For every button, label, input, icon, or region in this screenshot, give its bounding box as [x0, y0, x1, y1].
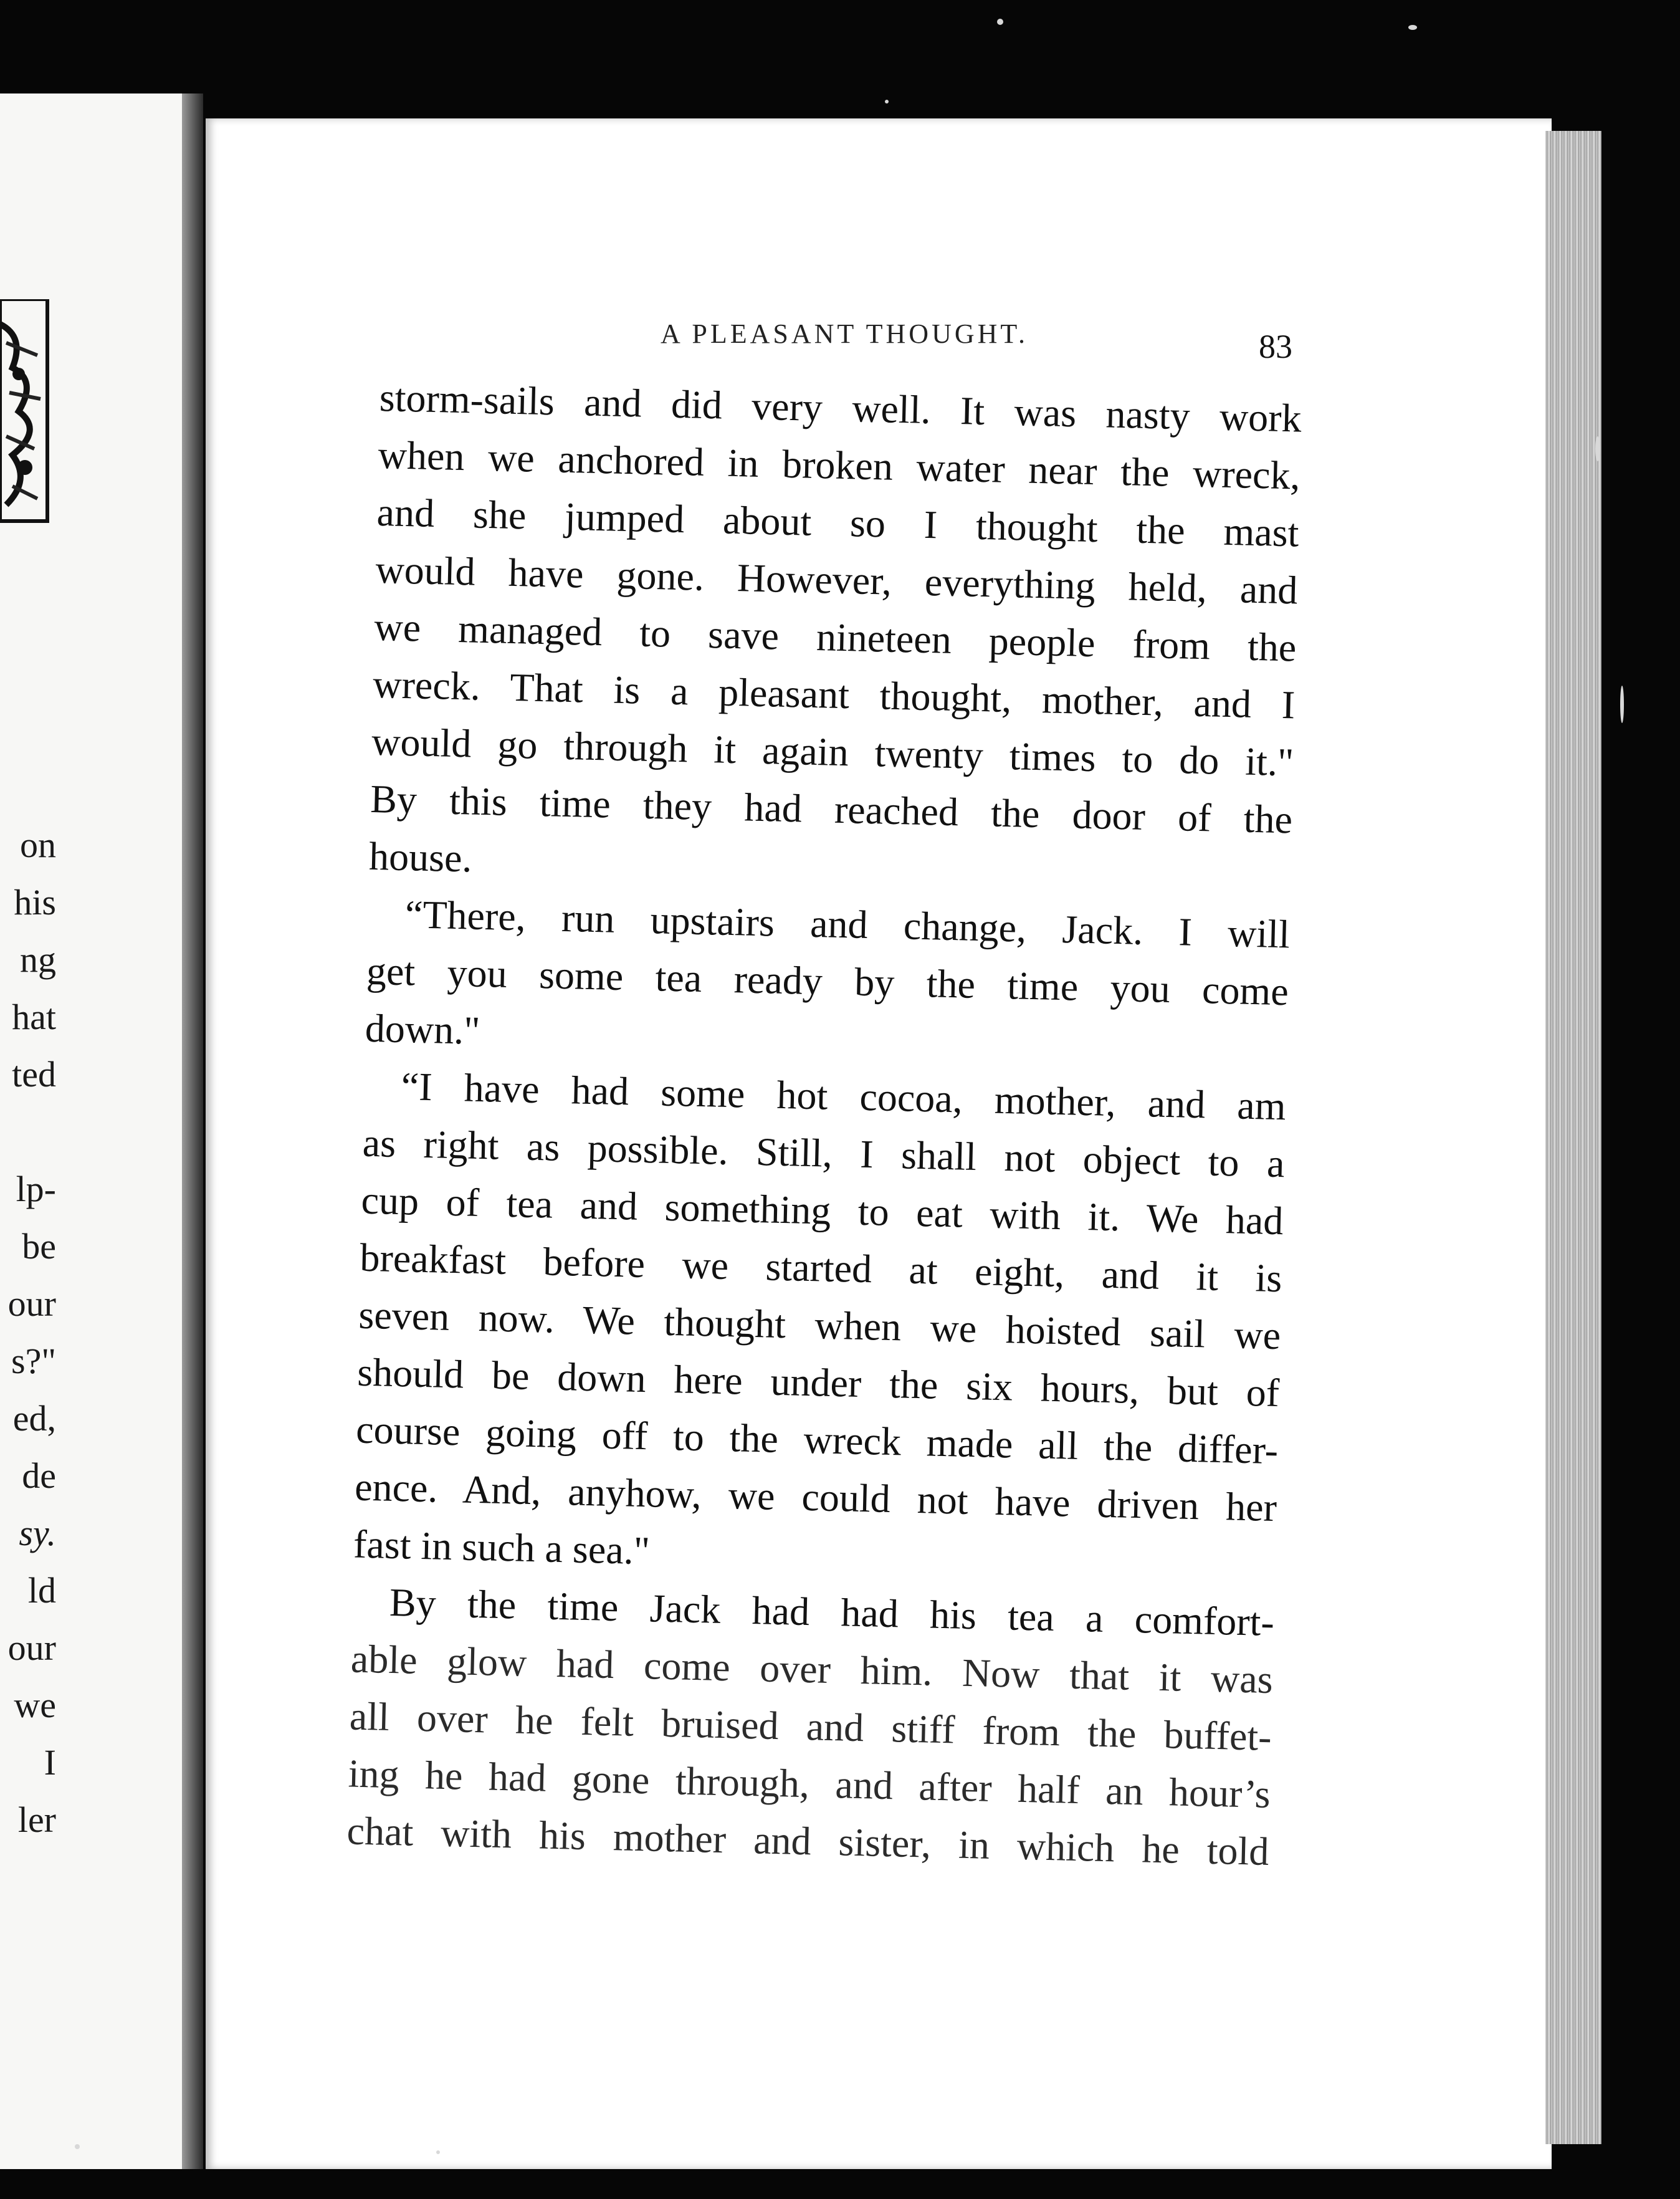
text-line: able glow had come over him. Now that it was	[350, 1636, 1274, 1702]
left-fragment: ng	[20, 939, 56, 980]
left-fragment	[0, 1103, 75, 1161]
text-line: and she jumped about so I thought the mast	[376, 489, 1300, 555]
left-fragment: we	[14, 1685, 56, 1725]
text-line: By the time Jack had had his tea a comfort-	[389, 1579, 1275, 1645]
text-line: when we anchored in broken water near the wreck,	[378, 432, 1301, 498]
text-line: wreck. That is a pleasant thought, mother, and I	[372, 661, 1296, 727]
left-fragment: sy.	[19, 1513, 56, 1553]
left-fragment: s?"	[11, 1341, 56, 1381]
text-line: chat with his mother and sister, in which he told	[346, 1808, 1270, 1874]
text-line: down."	[365, 1005, 481, 1053]
left-fragment: de	[22, 1455, 56, 1496]
left-fragment: ed,	[12, 1398, 56, 1439]
text-line: By this time they had reached the door of the	[370, 776, 1293, 842]
left-fragment: lp-	[16, 1169, 56, 1209]
text-line: seven now. We thought when we hoisted sail we	[358, 1292, 1281, 1358]
text-line: breakfast before we started at eight, and it is	[359, 1235, 1283, 1301]
book-gutter	[182, 93, 203, 2169]
text-line: as right as possible. Still, I shall not object to a	[362, 1120, 1286, 1186]
left-fragment: I	[44, 1742, 56, 1783]
page-number: 83	[1259, 328, 1292, 365]
text-line: course going off to the wreck made all the differ-	[355, 1407, 1279, 1473]
left-fragment: be	[22, 1226, 56, 1267]
text-line: all over he felt bruised and stiff from the buffet-	[349, 1694, 1272, 1760]
text-line: get you some tea ready by the time you come	[366, 948, 1289, 1014]
text-line: should be down here under the six hours, but of	[356, 1349, 1280, 1416]
left-fragment: hat	[12, 997, 56, 1037]
text-line: we managed to save nineteen people from the	[373, 604, 1297, 670]
left-fragment: our	[7, 1627, 56, 1668]
text-line: ence. And, anyhow, we could not have driven her	[354, 1464, 1277, 1530]
text-line: “There, run upstairs and change, Jack. I will	[404, 892, 1291, 957]
left-fragment: ler	[17, 1799, 56, 1840]
body-text	[346, 369, 1302, 1880]
text-line: house.	[368, 833, 473, 881]
text-line: storm-sails and did very well. It was nasty work	[379, 375, 1302, 441]
ornament-illustration	[0, 299, 50, 524]
text-line: fast in such a sea."	[353, 1521, 651, 1573]
text-line: would go through it again twenty times to do it."	[371, 719, 1294, 785]
left-fragment: ted	[12, 1054, 56, 1095]
left-fragment: our	[7, 1283, 56, 1324]
page-edges	[1545, 131, 1601, 2144]
text-line: “I have had some hot cocoa, mother, and am	[401, 1064, 1287, 1129]
left-page-text-fragments	[0, 817, 75, 1849]
left-fragment: on	[20, 825, 56, 865]
running-head: A PLEASANT THOUGHT.	[661, 319, 1029, 349]
left-fragment: his	[14, 882, 56, 922]
text-line: cup of tea and something to eat with it. We had	[360, 1177, 1284, 1243]
left-fragment: ld	[27, 1570, 56, 1611]
text-line: ing he had gone through, and after half an hour’s	[348, 1751, 1271, 1816]
text-line: would have gone. However, everything held, and	[375, 547, 1299, 613]
